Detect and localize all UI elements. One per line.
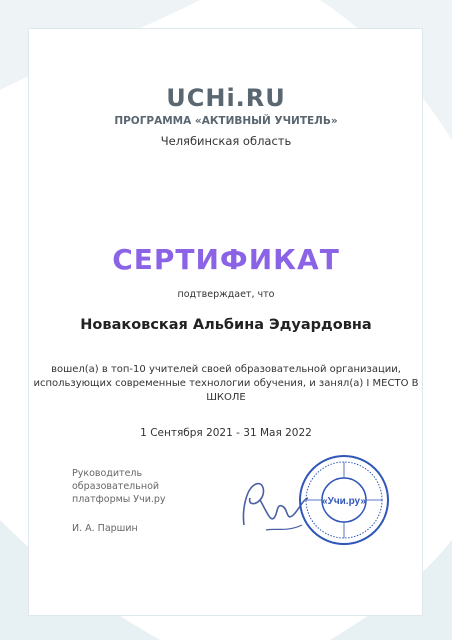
stamp-icon bbox=[296, 452, 392, 548]
signer-role bbox=[72, 467, 232, 506]
recipient-name: Новаковская Альбина Эдуардовна bbox=[80, 317, 372, 333]
achievement-description: вошел(а) в топ-10 учителей своей образовательной организации, использующих современные технологии обучения, и занял(а) I МЕСТО В ШКОЛЕ bbox=[33, 364, 419, 403]
period-dates: 1 Сентября 2021 - 31 Мая 2022 bbox=[140, 427, 312, 439]
signer-role-line: Руководитель bbox=[72, 468, 143, 479]
program-name: ПРОГРАММА «АКТИВНЫЙ УЧИТЕЛЬ» bbox=[114, 115, 338, 127]
signer-role-line: образовательной bbox=[72, 481, 160, 492]
uchi-logo: UCHi.RU bbox=[166, 84, 286, 112]
stamp-label: «Учи.ру» bbox=[322, 496, 366, 507]
certificate-title: СЕРТИФИКАТ bbox=[112, 243, 340, 276]
signer-name: И. А. Паршин bbox=[72, 523, 138, 534]
region: Челябинская область bbox=[160, 134, 292, 148]
confirms-text: подтверждает, что bbox=[177, 289, 275, 300]
signer-role-line: платформы Учи.ру bbox=[72, 494, 166, 505]
